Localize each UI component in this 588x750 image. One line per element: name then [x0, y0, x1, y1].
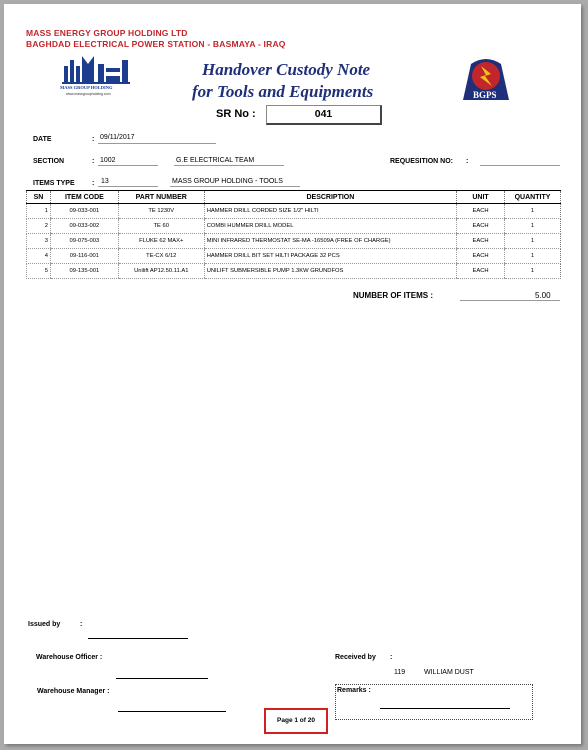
- received-by-colon: :: [390, 654, 393, 661]
- table-row: [27, 234, 561, 249]
- cell-unit: EACH: [457, 234, 505, 249]
- cell-item-code: 09-075-003: [50, 234, 118, 249]
- requisition-colon: :: [466, 158, 469, 165]
- items-type-name: MASS GROUP HOLDING - TOOLS: [172, 178, 283, 185]
- warehouse-officer-label: Warehouse Officer :: [36, 654, 103, 661]
- section-colon: :: [92, 158, 95, 165]
- table-header-row: [27, 191, 561, 204]
- cell-quantity: 1: [505, 264, 561, 279]
- document-subtitle: for Tools and Equipments: [192, 82, 374, 101]
- cell-description: HAMMER DRILL CORDED SIZE 1/2" HILTI: [204, 204, 456, 219]
- page-indicator: Page 1 of 20: [264, 708, 328, 734]
- items-type-label: ITEMS TYPE: [33, 180, 75, 187]
- col-header-part-number: PART NUMBER: [118, 191, 204, 204]
- received-by-code: 119: [394, 669, 406, 676]
- received-by-label: Received by: [335, 654, 376, 661]
- col-header-sn: SN: [27, 191, 51, 204]
- items-table: [26, 190, 561, 279]
- document-title: Handover Custody Note: [202, 60, 371, 79]
- requisition-label: REQUESITION NO:: [390, 158, 454, 165]
- cell-sn: 4: [27, 249, 51, 264]
- remarks-line: [380, 708, 510, 709]
- table-row: [27, 219, 561, 234]
- cell-item-code: 09-116-001: [50, 249, 118, 264]
- section-name: G.E ELECTRICAL TEAM: [176, 157, 255, 164]
- document-page: [4, 4, 581, 744]
- received-by-name: WILLIAM DUST: [424, 669, 474, 676]
- issued-by-colon: :: [80, 621, 83, 628]
- number-of-items-underline: [460, 300, 560, 301]
- bgps-logo-text: BGPS: [473, 90, 497, 100]
- cell-part-number: Unilift AP12.50.11.A1: [118, 264, 204, 279]
- items-type-code: 13: [101, 178, 109, 185]
- date-colon: :: [92, 136, 95, 143]
- col-header-unit: UNIT: [457, 191, 505, 204]
- station-name: BAGHDAD ELECTRICAL POWER STATION - BASMAYA - IRAQ: [26, 39, 286, 49]
- cell-sn: 2: [27, 219, 51, 234]
- cell-part-number: FLUKE 62 MAX+: [118, 234, 204, 249]
- cell-description: MINI INFRARED THERMOSTAT SE-MA -16509A (FREE OF CHARGE): [204, 234, 456, 249]
- section-code: 1002: [100, 157, 116, 164]
- cell-quantity: 1: [505, 234, 561, 249]
- cell-quantity: 1: [505, 219, 561, 234]
- company-name: MASS ENERGY GROUP HOLDING LTD: [26, 28, 188, 38]
- mass-logo-text: MASS GROUP HOLDING: [60, 85, 113, 90]
- items-type-colon: :: [92, 180, 95, 187]
- cell-unit: EACH: [457, 219, 505, 234]
- cell-item-code: 09-135-001: [50, 264, 118, 279]
- items-type-code-underline: [98, 186, 158, 187]
- mass-logo: [58, 52, 138, 100]
- table-row: [27, 264, 561, 279]
- date-label: DATE: [33, 136, 52, 143]
- remarks-label: Remarks :: [337, 687, 371, 694]
- warehouse-manager-label: Warehouse Manager :: [37, 688, 110, 695]
- date-underline: [98, 143, 216, 144]
- cell-sn: 1: [27, 204, 51, 219]
- col-header-description: DESCRIPTION: [204, 191, 456, 204]
- col-header-item-code: ITEM CODE: [50, 191, 118, 204]
- cell-description: UNILIFT SUBMERSIBLE PUMP 1.3KW GRUNDFOS: [204, 264, 456, 279]
- col-header-quantity: QUANTITY: [505, 191, 561, 204]
- issued-by-label: Issued by: [28, 621, 61, 628]
- date-value: 09/11/2017: [100, 134, 135, 141]
- warehouse-officer-line: [116, 678, 208, 679]
- items-type-name-underline: [170, 186, 300, 187]
- cell-description: COMBI HUMMER DRILL MODEL: [204, 219, 456, 234]
- section-code-underline: [98, 165, 158, 166]
- bgps-logo: [459, 54, 513, 104]
- cell-sn: 3: [27, 234, 51, 249]
- section-label: SECTION: [33, 158, 65, 165]
- table-row: [27, 204, 561, 219]
- warehouse-manager-line: [118, 711, 226, 712]
- cell-unit: EACH: [457, 249, 505, 264]
- section-name-underline: [174, 165, 284, 166]
- cell-part-number: TE-CX 6/12: [118, 249, 204, 264]
- mass-logo-url: www.massgroupholding.com: [66, 92, 111, 96]
- sr-no-value: 041: [266, 105, 382, 125]
- cell-part-number: TE 1230V: [118, 204, 204, 219]
- cell-quantity: 1: [505, 249, 561, 264]
- requisition-field: [480, 165, 560, 166]
- issued-by-line: [88, 638, 188, 639]
- cell-unit: EACH: [457, 264, 505, 279]
- cell-sn: 5: [27, 264, 51, 279]
- cell-item-code: 09-033-001: [50, 204, 118, 219]
- cell-item-code: 09-033-002: [50, 219, 118, 234]
- cell-part-number: TE 60: [118, 219, 204, 234]
- cell-unit: EACH: [457, 204, 505, 219]
- number-of-items-value: 5.00: [535, 291, 551, 300]
- cell-quantity: 1: [505, 204, 561, 219]
- table-row: [27, 249, 561, 264]
- number-of-items-label: NUMBER OF ITEMS :: [353, 291, 433, 300]
- cell-description: HAMMER DRILL BIT SET HILTI PACKAGE 32 PCS: [204, 249, 456, 264]
- sr-no-label: SR No :: [216, 108, 256, 120]
